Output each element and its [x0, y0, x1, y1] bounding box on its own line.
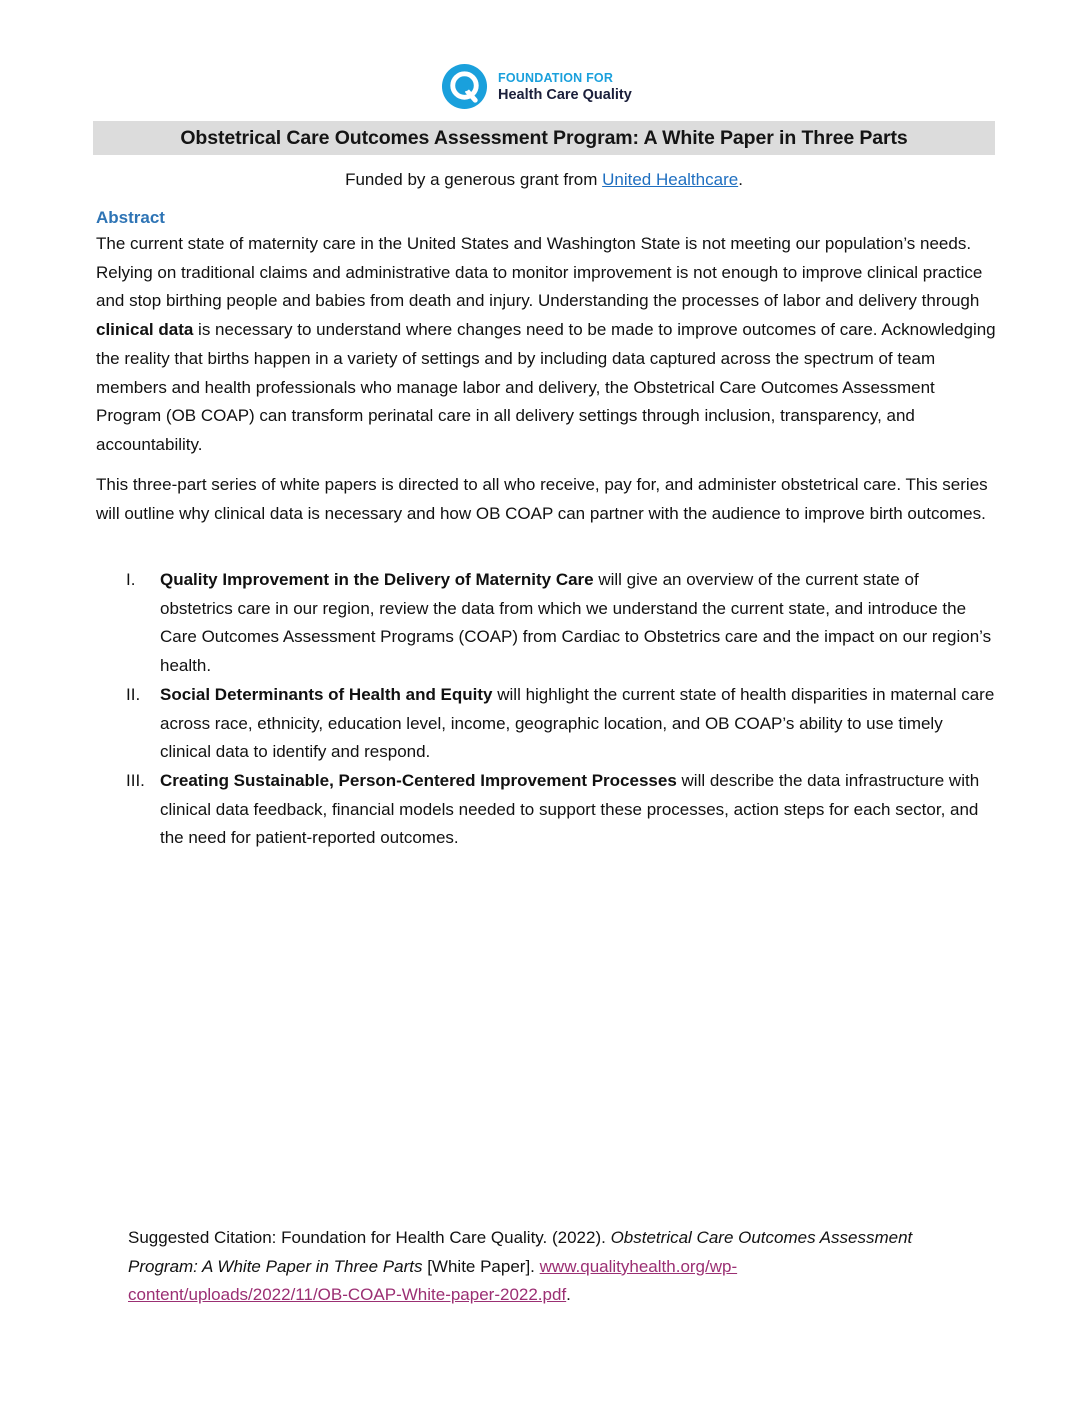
abstract-paragraph-1	[96, 230, 996, 460]
list-item-text: will give an overview of the current state of obstetrics care in our region, review the data from which we understand the current state, and introduce the Care Outcomes Assessment Programs (COAP) from Cardiac to Obstetrics care and the impact on our region’s health.	[160, 570, 992, 676]
abstract-p1-text-a: The current state of maternity care in the United States and Washington State is not meeting our population’s needs. Relying on traditional claims and administrative data to monitor improvement is not enough to improve clinical practice and stop birthing people and babies from death and injury. Understanding the processes of labor and delivery through	[96, 234, 983, 311]
logo-line-1: FOUNDATION FOR	[498, 70, 614, 85]
list-item-number: I.	[126, 570, 136, 589]
list-item-number: III.	[126, 770, 145, 790]
abstract-heading: Abstract	[96, 208, 165, 227]
united-healthcare-link[interactable]: United Healthcare	[602, 170, 739, 189]
title-bar	[93, 121, 995, 155]
parts-list	[96, 566, 996, 853]
list-item	[96, 767, 996, 853]
foundation-logo-icon	[441, 63, 488, 110]
funding-prefix: Funded by a generous grant from	[345, 170, 603, 189]
abstract-p1-bold: clinical data	[96, 320, 194, 340]
list-item-text: will highlight the current state of health disparities in maternal care across race, ethnicity, education level, income, geographic location, and OB COAP’s ability to use timely clinical data to identify and respond.	[160, 684, 995, 762]
logo-line-2: Health Care Quality	[498, 86, 632, 103]
document-title: Obstetrical Care Outcomes Assessment Program: A White Paper in Three Parts	[180, 126, 908, 149]
list-item-title: Creating Sustainable, Person-Centered Improvement Processes	[160, 770, 677, 790]
citation-middle: [White Paper].	[422, 1256, 540, 1276]
list-item	[96, 681, 996, 767]
foundation-logo	[441, 63, 632, 110]
citation-prefix: Suggested Citation: Foundation for Health Care Quality. (2022).	[128, 1228, 611, 1247]
list-item-number: II.	[126, 684, 141, 704]
citation-link[interactable]: www.qualityhealth.org/wp-content/uploads/2022/11/OB-COAP-White-paper-2022.pdf	[128, 1256, 738, 1305]
abstract-p1-text-b: is necessary to understand where changes need to be made to improve outcomes of care. Acknowledging the reality that births happen in a variety of settings and by including data captured across the spectrum of team members and health professionals who manage labor and delivery, the Obstetrical Care Outcomes Assessment Program (OB COAP) can transform perinatal care in all delivery settings through inclusion, transparency, and accountability.	[96, 320, 996, 454]
list-item-text: will describe the data infrastructure with clinical data feedback, financial models needed to support these processes, action steps for each sector, and the need for patient-reported outcomes.	[160, 770, 980, 848]
suggested-citation	[128, 1224, 918, 1310]
list-item-title: Quality Improvement in the Delivery of Maternity Care	[160, 570, 594, 589]
funding-suffix: .	[738, 170, 743, 189]
list-item	[96, 566, 996, 681]
citation-title: Obstetrical Care Outcomes Assessment Program: A White Paper in Three Parts	[128, 1228, 913, 1276]
list-item-title: Social Determinants of Health and Equity	[160, 684, 493, 704]
funding-line	[0, 170, 1088, 190]
abstract-paragraph-2: This three-part series of white papers is directed to all who receive, pay for, and administer obstetrical care. This series will outline why clinical data is necessary and how OB COAP can partner with the audience to improve birth outcomes.	[96, 475, 988, 523]
citation-suffix: .	[566, 1285, 571, 1305]
